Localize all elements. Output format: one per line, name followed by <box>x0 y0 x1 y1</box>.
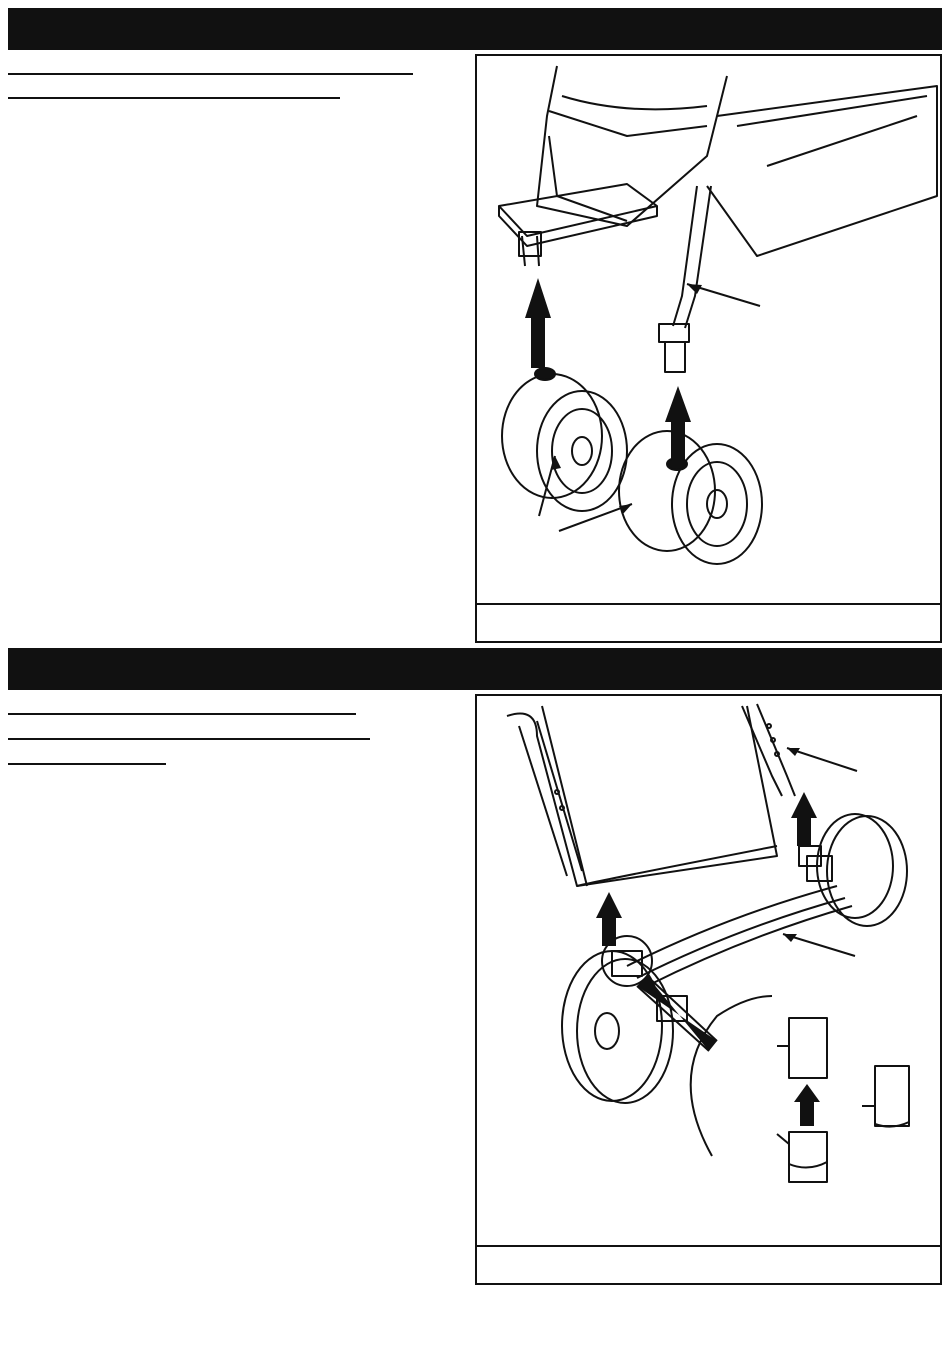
front-wheel-illustration <box>477 56 940 605</box>
figure-caption-2 <box>477 1245 940 1283</box>
text-line <box>8 763 166 765</box>
text-line <box>8 738 370 740</box>
text-line <box>8 713 356 715</box>
text-line <box>8 97 340 99</box>
section-header-bar-1 <box>8 8 942 50</box>
section-header-bar-2 <box>8 648 942 690</box>
section-header-text-1 <box>8 18 22 40</box>
figure-caption-1 <box>477 603 940 641</box>
text-line <box>8 73 413 75</box>
figure-panel-rear-wheels <box>475 694 942 1285</box>
rear-wheel-illustration <box>477 696 940 1247</box>
figure-panel-front-wheels <box>475 54 942 643</box>
section-header-text-2 <box>8 658 22 680</box>
